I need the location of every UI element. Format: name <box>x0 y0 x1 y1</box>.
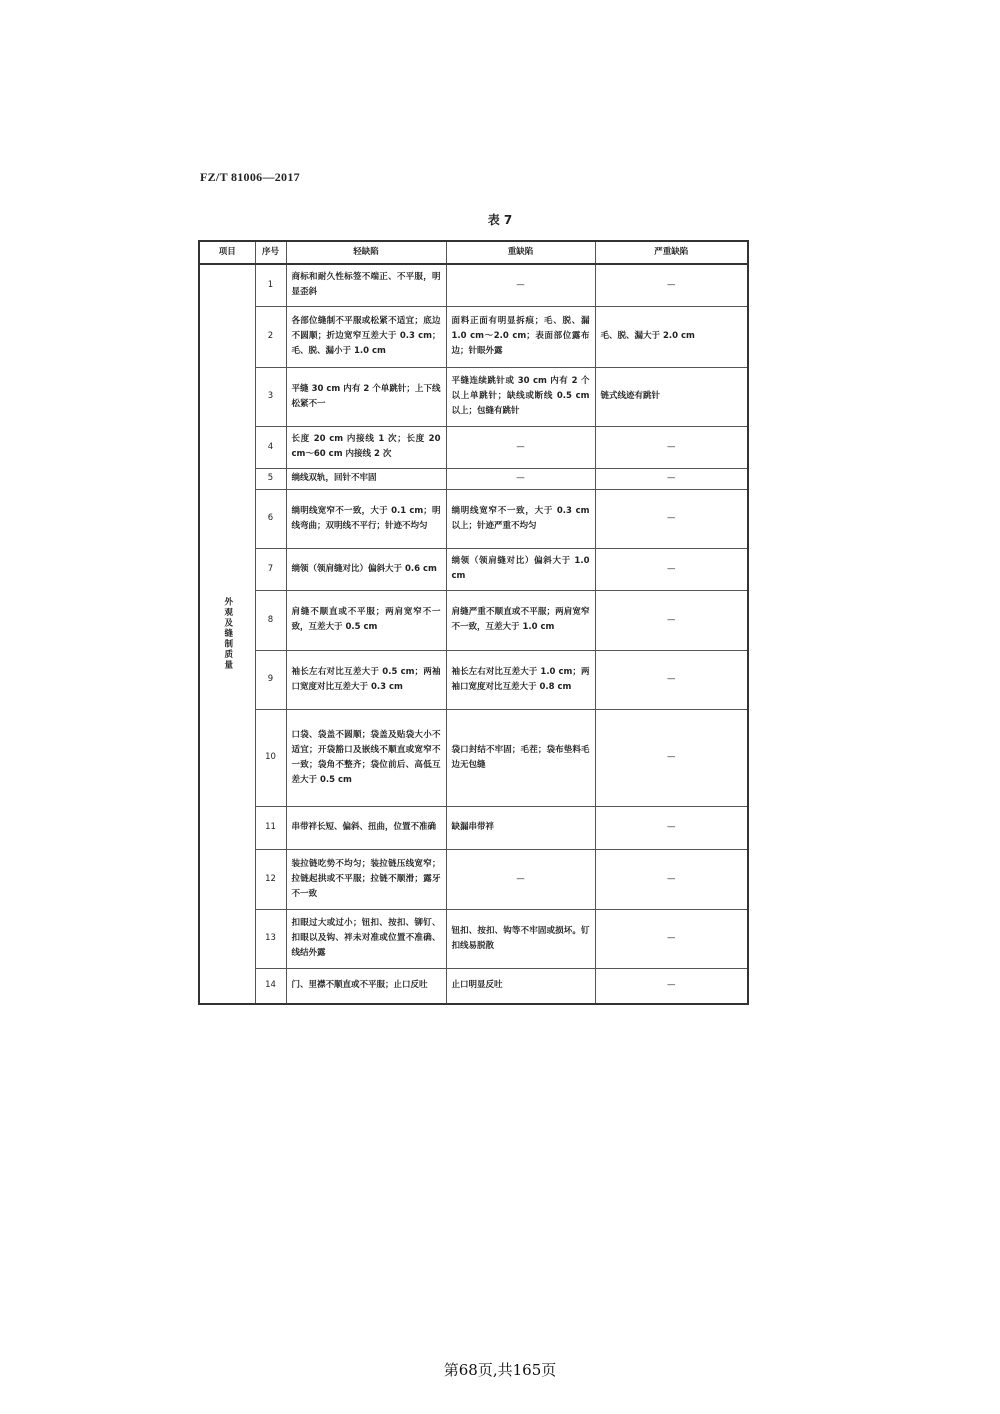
defect-table <box>198 240 749 1005</box>
light-defect-cell: 长度 20 cm 内接线 1 次；长度 20 cm～60 cm 内接线 2 次 <box>286 426 446 468</box>
light-defect-cell: 袖长左右对比互差大于 0.5 cm；两袖口宽度对比互差大于 0.3 cm <box>286 650 446 709</box>
row-number: 14 <box>255 968 286 1004</box>
severe-defect-cell: — <box>595 468 748 489</box>
heavy-defect-cell: 肩缝严重不顺直或不平服；两肩宽窄不一致，互差大于 1.0 cm <box>446 590 595 650</box>
column-header-item: 项目 <box>199 241 255 264</box>
heavy-defect-cell: 钮扣、按扣、钩等不牢固或损坏。钉扣线易脱散 <box>446 909 595 968</box>
page-number: 第68页,共165页 <box>443 1361 557 1379</box>
row-number: 3 <box>255 367 286 426</box>
row-number: 5 <box>255 468 286 489</box>
row-number: 8 <box>255 590 286 650</box>
severe-defect-cell: — <box>595 489 748 548</box>
table-row <box>199 709 748 806</box>
heavy-defect-cell: — <box>446 468 595 489</box>
heavy-defect-cell: 缺漏串带袢 <box>446 806 595 849</box>
heavy-defect-cell: 袖长左右对比互差大于 1.0 cm；两袖口宽度对比互差大于 0.8 cm <box>446 650 595 709</box>
light-defect-cell: 门、里襟不顺直或不平服；止口反吐 <box>286 968 446 1004</box>
severe-defect-cell: — <box>595 650 748 709</box>
table-row <box>199 849 748 909</box>
heavy-defect-cell: 面料正面有明显拆痕；毛、脱、漏 1.0 cm～2.0 cm；表面部位露布边；针眼外露 <box>446 306 595 367</box>
severe-defect-cell: — <box>595 849 748 909</box>
row-number: 10 <box>255 709 286 806</box>
severe-defect-cell: — <box>595 590 748 650</box>
severe-defect-cell: — <box>595 264 748 306</box>
severe-defect-cell: — <box>595 968 748 1004</box>
document-code: FZ/T 81006—2017 <box>200 170 300 184</box>
row-number: 11 <box>255 806 286 849</box>
table-row <box>199 367 748 426</box>
table-row <box>199 548 748 590</box>
light-defect-cell: 绱明线宽窄不一致，大于 0.1 cm；明线弯曲；双明线不平行；针迹不均匀 <box>286 489 446 548</box>
table-row <box>199 968 748 1004</box>
column-header-number: 序号 <box>255 241 286 264</box>
severe-defect-cell: 毛、脱、漏大于 2.0 cm <box>595 306 748 367</box>
table-row <box>199 590 748 650</box>
light-defect-cell: 商标和耐久性标签不端正、不平服，明显歪斜 <box>286 264 446 306</box>
table-header-row <box>199 241 748 264</box>
heavy-defect-cell: — <box>446 264 595 306</box>
column-header-light-defect: 轻缺陷 <box>286 241 446 264</box>
heavy-defect-cell: 绱明线宽窄不一致，大于 0.3 cm 以上；针迹严重不均匀 <box>446 489 595 548</box>
table-title: 表 7 <box>487 213 513 227</box>
row-number: 2 <box>255 306 286 367</box>
light-defect-cell: 绱领（领肩缝对比）偏斜大于 0.6 cm <box>286 548 446 590</box>
category-cell: 外观及缝制质量 <box>199 264 255 1004</box>
severe-defect-cell: — <box>595 548 748 590</box>
heavy-defect-cell: — <box>446 426 595 468</box>
severe-defect-cell: — <box>595 426 748 468</box>
row-number: 7 <box>255 548 286 590</box>
column-header-severe-defect: 严重缺陷 <box>595 241 748 264</box>
table-row <box>199 489 748 548</box>
severe-defect-cell: 链式线迹有跳针 <box>595 367 748 426</box>
table-row <box>199 468 748 489</box>
heavy-defect-cell: — <box>446 849 595 909</box>
heavy-defect-cell: 平缝连续跳针或 30 cm 内有 2 个以上单跳针；缺线或断线 0.5 cm 以上；包缝有跳针 <box>446 367 595 426</box>
heavy-defect-cell: 绱领（领肩缝对比）偏斜大于 1.0 cm <box>446 548 595 590</box>
light-defect-cell: 装拉链吃势不均匀；装拉链压线宽窄；拉链起拱或不平服；拉链不顺滑；露牙不一致 <box>286 849 446 909</box>
row-number: 12 <box>255 849 286 909</box>
row-number: 4 <box>255 426 286 468</box>
heavy-defect-cell: 袋口封结不牢固；毛茬；袋布垫料毛边无包缝 <box>446 709 595 806</box>
row-number: 1 <box>255 264 286 306</box>
light-defect-cell: 肩缝不顺直或不平服；两肩宽窄不一致，互差大于 0.5 cm <box>286 590 446 650</box>
row-number: 13 <box>255 909 286 968</box>
light-defect-cell: 各部位缝制不平服或松紧不适宜；底边不圆顺；折边宽窄互差大于 0.3 cm；毛、脱、漏小于 1.0 cm <box>286 306 446 367</box>
table-row <box>199 426 748 468</box>
table-row <box>199 806 748 849</box>
severe-defect-cell: — <box>595 709 748 806</box>
light-defect-cell: 平缝 30 cm 内有 2 个单跳针；上下线松紧不一 <box>286 367 446 426</box>
row-number: 6 <box>255 489 286 548</box>
light-defect-cell: 扣眼过大或过小；钮扣、按扣、铆钉、扣眼以及钩、袢未对准或位置不准确、线结外露 <box>286 909 446 968</box>
table-row <box>199 306 748 367</box>
light-defect-cell: 口袋、袋盖不圆顺；袋盖及贴袋大小不适宜；开袋豁口及嵌线不顺直或宽窄不一致；袋角不整齐；袋位前后、高低互差大于 0.5 cm <box>286 709 446 806</box>
heavy-defect-cell: 止口明显反吐 <box>446 968 595 1004</box>
severe-defect-cell: — <box>595 806 748 849</box>
light-defect-cell: 串带袢长短、偏斜、扭曲，位置不准确 <box>286 806 446 849</box>
table-row <box>199 650 748 709</box>
row-number: 9 <box>255 650 286 709</box>
table-row <box>199 264 748 306</box>
severe-defect-cell: — <box>595 909 748 968</box>
column-header-heavy-defect: 重缺陷 <box>446 241 595 264</box>
table-row <box>199 909 748 968</box>
light-defect-cell: 绱线双轨，回针不牢固 <box>286 468 446 489</box>
